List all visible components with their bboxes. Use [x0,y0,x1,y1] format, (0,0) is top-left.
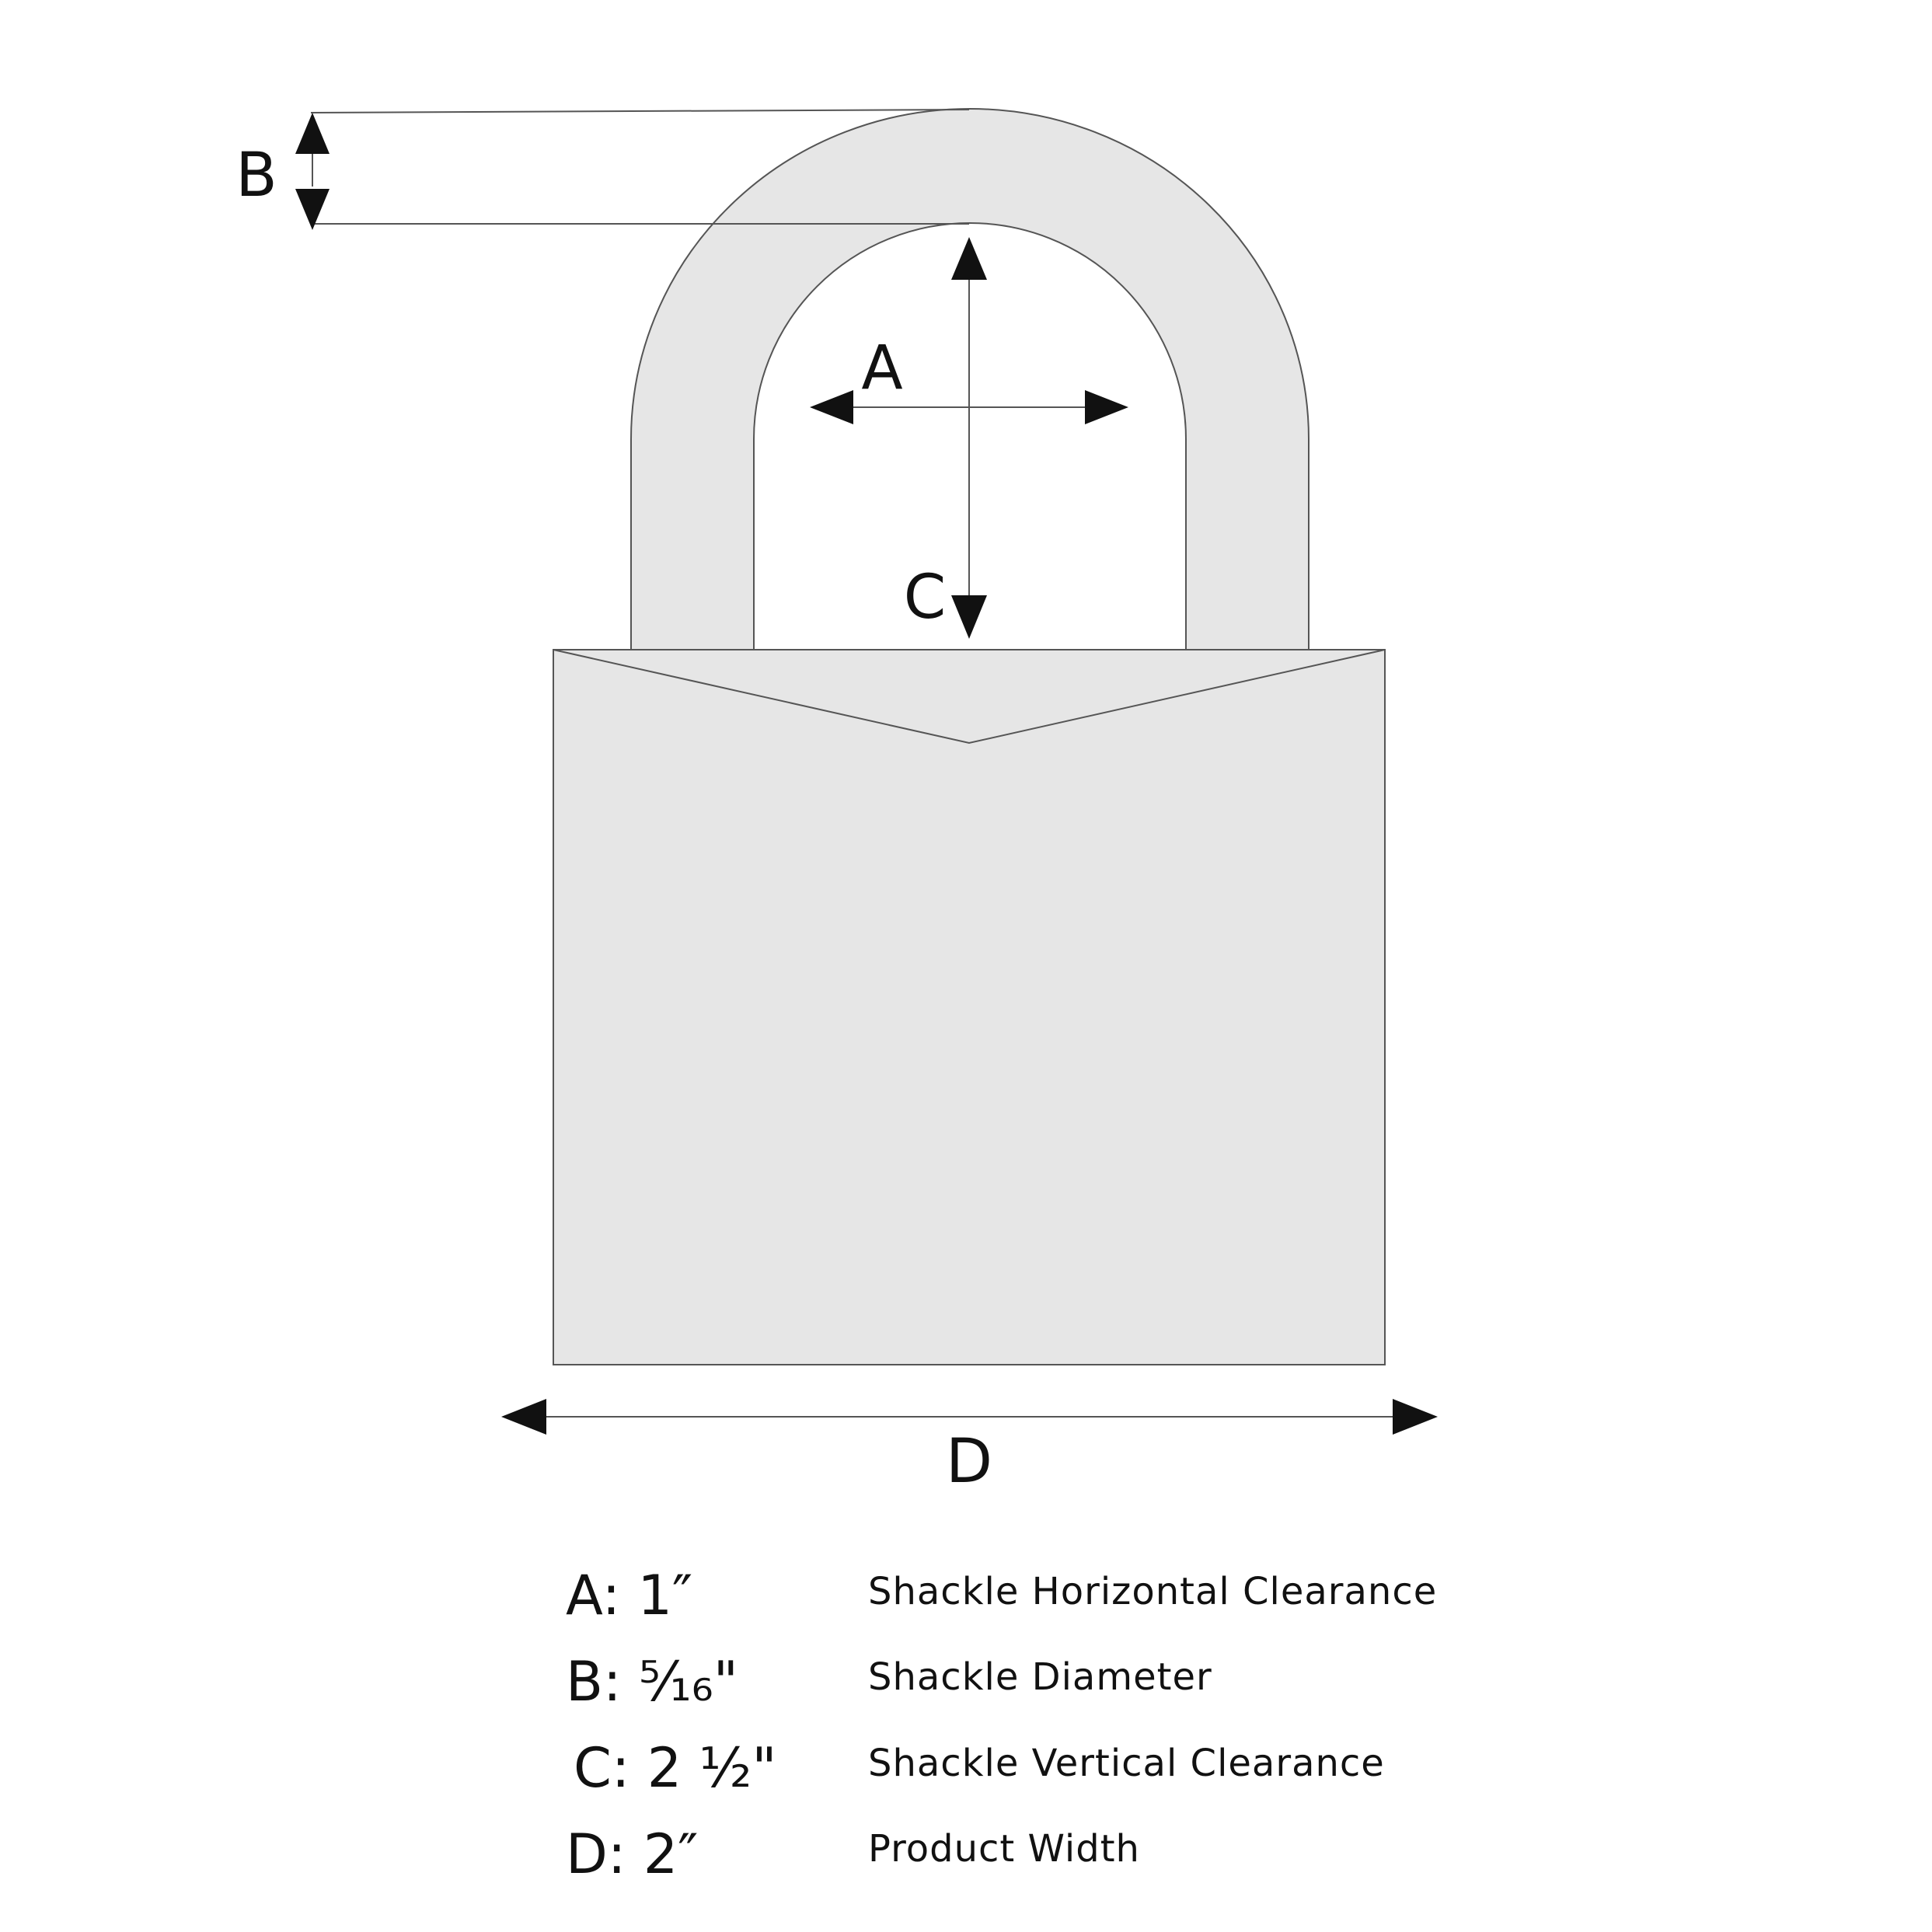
dimension-d [501,1399,1438,1497]
legend-key-d: D: 2″ [566,1822,699,1886]
dimension-c-arrow-up [951,237,987,280]
padlock-body [553,650,1385,1365]
dimension-d-label: D [945,1427,993,1497]
dimension-d-arrow-left [501,1399,546,1435]
dimension-a-arrow-right [1085,390,1128,424]
dimension-b-extension-top [311,110,969,113]
legend-desc-d: Product Width [868,1827,1140,1871]
legend-desc-a: Shackle Horizontal Clearance [868,1570,1438,1613]
dimension-a-label: A [861,333,903,403]
dimension-c-label: C [903,563,947,633]
dimension-legend [566,1564,1437,1886]
dimension-b-label: B [235,141,277,211]
dimension-a-arrow-left [810,390,853,424]
dimension-c [904,237,987,639]
legend-desc-b: Shackle Diameter [868,1655,1212,1699]
dimension-c-arrow-down [951,595,987,639]
legend-key-b: B: ⁵⁄₁₆" [566,1650,738,1714]
legend-key-c: C: 2 ½" [574,1736,777,1800]
legend-key-a: A: 1″ [566,1564,693,1627]
dimension-d-arrow-right [1393,1399,1438,1435]
legend-desc-c: Shackle Vertical Clearance [868,1742,1385,1785]
dimension-b-arrow-up [295,113,330,154]
